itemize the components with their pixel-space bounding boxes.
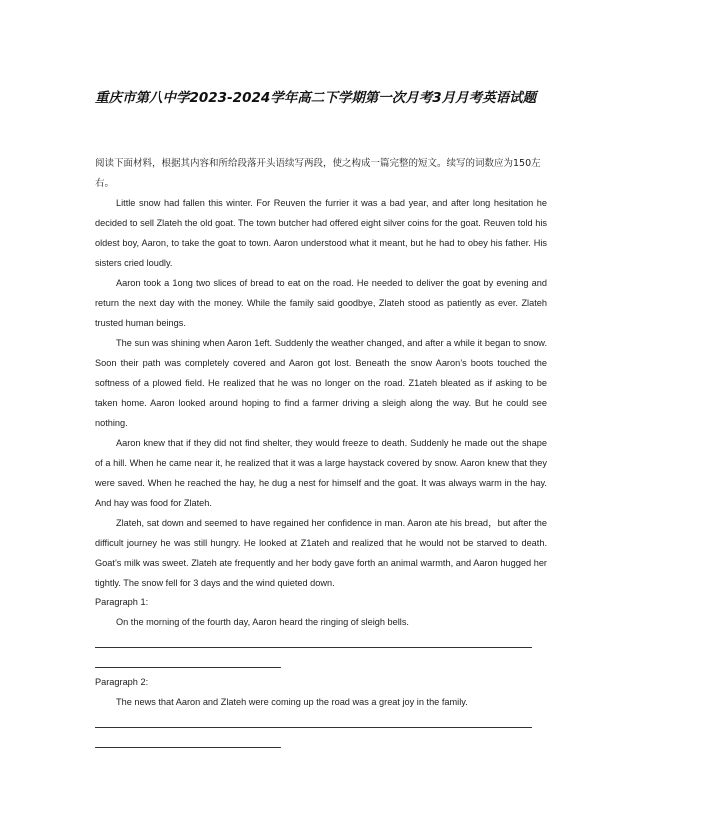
continuation-paragraph-2 [95,672,547,712]
passage-paragraph: Aaron took a 1ong two slices of bread to eat on the road. He needed to deliver the goat by evening and return the next day with the money. While the family said goodbye, Zlateh stood as patiently as ever. Zlateh trusted human beings. [95,278,547,328]
continuation-paragraph-1 [95,592,547,632]
answer-line[interactable] [95,647,532,648]
answer-line[interactable] [95,727,532,728]
paragraph-opening: The news that Aaron and Zlateh were coming up the road was a great joy in the family. [116,697,468,707]
paragraph-label: Paragraph 2: [95,677,149,687]
paragraph-opening: On the morning of the fourth day, Aaron heard the ringing of sleigh bells. [116,617,409,627]
passage [95,193,547,593]
document-title: 重庆市第八中学2023-2024学年高二下学期第一次月考3月月考英语试题 [95,90,537,106]
answer-line[interactable] [95,747,281,748]
passage-paragraph: Little snow had fallen this winter. For Reuven the furrier it was a bad year, and after long hesitation he decided to sell Zlateh the old goat. The town butcher had offered eight silver coins for the goat. Reuven told his oldest boy, Aaron, to take the goat to town. Aaron understood what it meant, but he had to obey his father. His sisters cried loudly. [95,198,547,268]
answer-line[interactable] [95,667,281,668]
task-instructions: 阅读下面材料，根据其内容和所给段落开头语续写两段，使之构成一篇完整的短文。续写的词数应为150左右。 [95,158,541,189]
passage-paragraph: Aaron knew that if they did not find shelter, they would freeze to death. Suddenly he made out the shape of a hill. When he came near it, he realized that it was a large haystack covered by snow. Aaron knew that they were saved. When he reached the hay, he dug a nest for himself and the goat. It was always warm in the hay. And hay was food for Zlateh. [95,438,547,508]
passage-paragraph: The sun was shining when Aaron 1eft. Suddenly the weather changed, and after a while it began to snow. Soon their path was completely covered and Aaron got lost. Beneath the snow Aaron’s boots touched the softness of a plowed field. He realized that he was no longer on the road. Z1ateh bleated as if asking to be taken home. Aaron looked around hoping to find a farmer driving a sleigh along the way. But he could see nothing. [95,338,547,428]
passage-paragraph: Zlateh, sat down and seemed to have regained her confidence in man. Aaron ate his bread，but after the difficult journey he was still hungry. He looked at Z1ateh and realized that he would not be starved to death. Goat’s milk was sweet. Zlateh ate frequently and her body gave forth an animal warmth, and Aaron hugged her tightly. The snow fell for 3 days and the wind quieted down. [95,518,547,588]
paragraph-label: Paragraph 1: [95,597,149,607]
